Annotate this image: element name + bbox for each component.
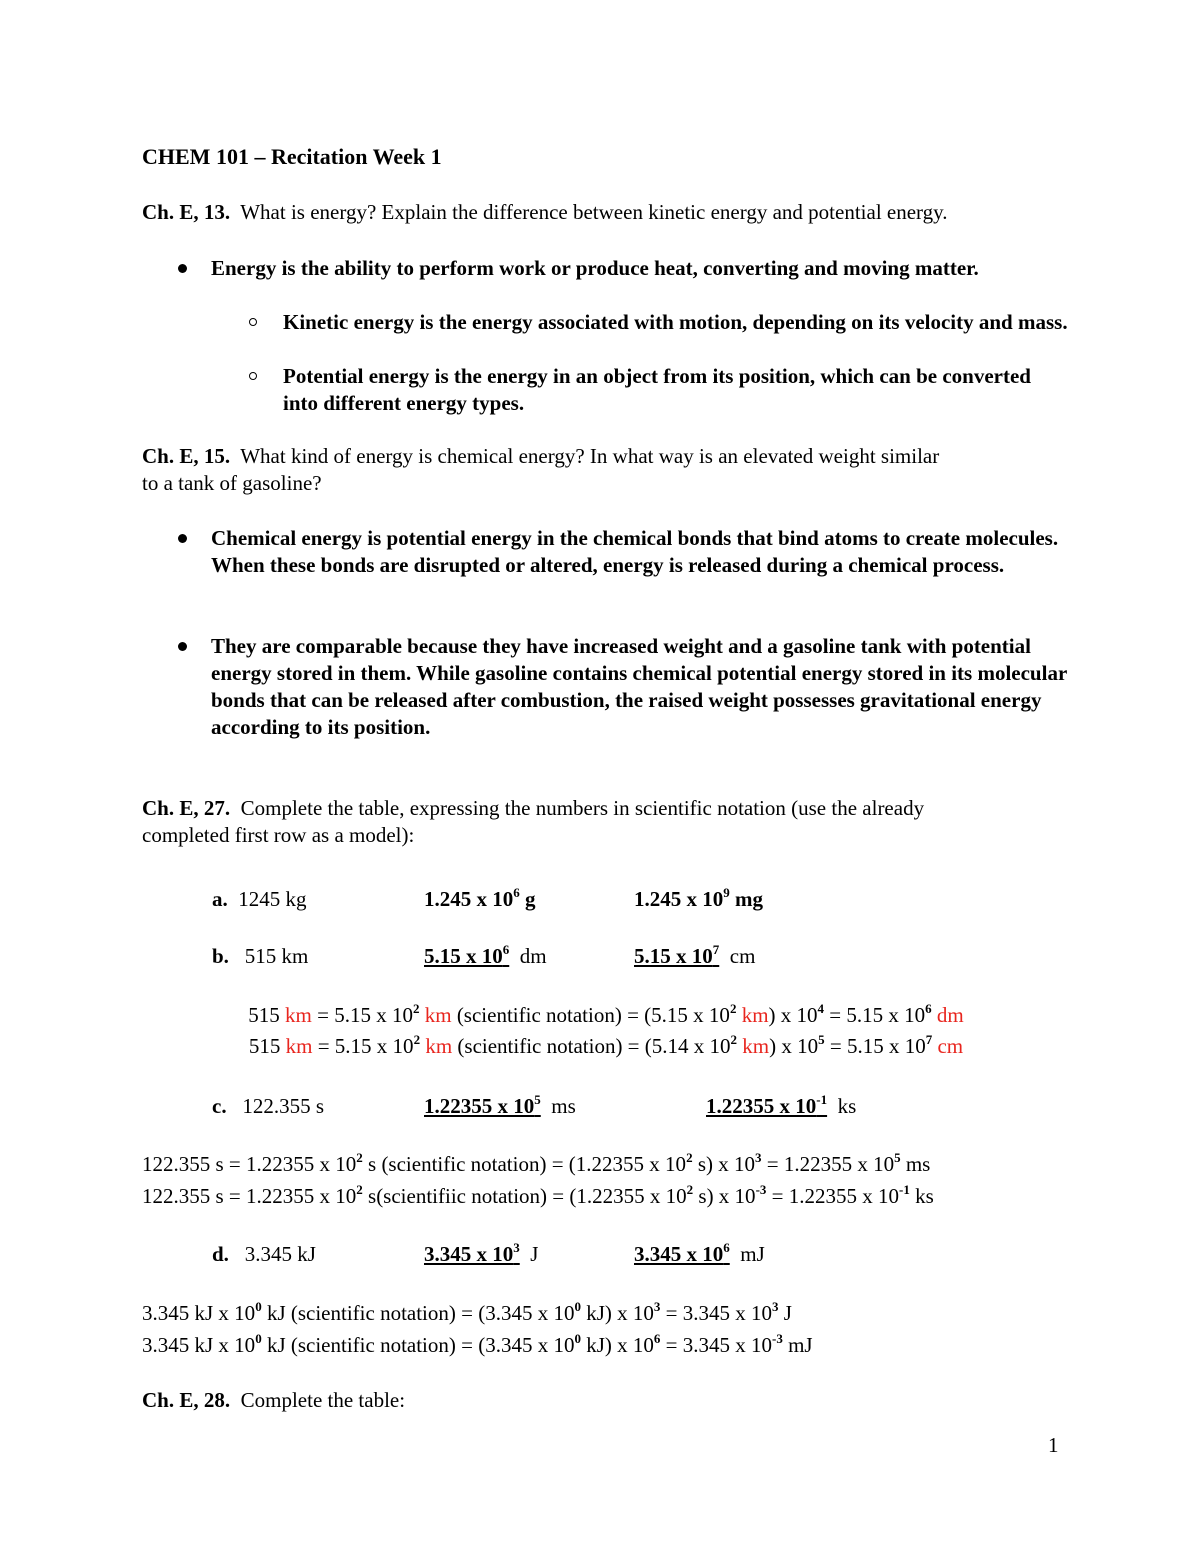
answer-exponent: 9 (723, 885, 730, 900)
row-answer-2 (634, 943, 755, 970)
row-letter: b. (212, 944, 229, 968)
row-answer-1 (424, 1241, 538, 1268)
work-unit: km (425, 1034, 453, 1058)
work-line (0, 1002, 1200, 1029)
bullet-icon (178, 264, 187, 273)
answer-exponent: 6 (513, 885, 520, 900)
row-given: 515 km (244, 944, 309, 968)
work-exponent: 0 (574, 1331, 581, 1346)
answer-unit: J (530, 1242, 539, 1266)
answer-base: 1.245 x 10 (424, 887, 514, 911)
work-exponent: -3 (755, 1182, 767, 1197)
work-line (142, 1300, 792, 1327)
work-exponent: 2 (412, 1001, 420, 1016)
work-line (142, 1332, 813, 1359)
answer-exponent: 5 (534, 1092, 541, 1107)
answer-exponent: 6 (502, 942, 510, 957)
work-exponent: 0 (255, 1299, 262, 1314)
row-letter: a. (212, 887, 228, 911)
answer-unit: dm (519, 944, 547, 968)
answer-exponent: -1 (816, 1092, 828, 1107)
work-exponent: 3 (653, 1299, 661, 1314)
row-given: 3.345 kJ (244, 1242, 316, 1266)
work-exponent: 2 (356, 1150, 363, 1165)
work-text: ) x 10 (769, 1034, 819, 1058)
work-unit: km (285, 1034, 313, 1058)
work-unit: km (741, 1003, 769, 1027)
work-exponent: 4 (817, 1001, 825, 1016)
row-given: 122.355 s (242, 1094, 325, 1118)
answer-text: Chemical energy is potential energy in the chemical bonds that bind atoms to create molecules. When these bonds are disrupted or altered, energy is released during a chemical process. (211, 526, 1059, 577)
work-exponent: 2 (686, 1150, 693, 1165)
question-text: to a tank of gasoline? (142, 471, 322, 495)
work-exponent: 2 (730, 1032, 738, 1047)
work-text: mJ (782, 1333, 813, 1357)
work-text: = 3.345 x 10 (660, 1301, 772, 1325)
answer-text: Potential energy is the energy in an object from its position, which can be converted into different energy types. (283, 364, 1031, 415)
answer-unit: mJ (740, 1242, 765, 1266)
row-letter: c. (212, 1094, 227, 1118)
work-text: s) x 10 (692, 1152, 755, 1176)
work-text: s (scientific notation) = (1.22355 x 10 (362, 1152, 687, 1176)
row-answer-2 (706, 1093, 856, 1120)
question-15 (142, 443, 939, 470)
bullet-icon (178, 534, 187, 543)
row-answer-1 (424, 1093, 576, 1120)
work-text: 515 (248, 1034, 286, 1058)
work-unit: dm (936, 1003, 964, 1027)
work-text: ks (909, 1184, 934, 1208)
bullet-icon (178, 642, 187, 651)
table-row (212, 886, 307, 913)
work-exponent: -1 (899, 1182, 910, 1197)
answer-base: 3.345 x 10 (634, 1242, 724, 1266)
answer-exponent: 6 (723, 1240, 730, 1255)
question-label: Ch. E, 27. (142, 796, 231, 820)
work-text: ms (900, 1152, 931, 1176)
work-unit: km (285, 1003, 312, 1027)
row-answer-2 (634, 1241, 765, 1268)
work-text: s(scientifiic notation) = (1.22355 x 10 (362, 1184, 687, 1208)
answer-base: 3.345 x 10 (424, 1242, 514, 1266)
work-line (142, 1183, 934, 1210)
work-exponent: 2 (729, 1001, 737, 1016)
work-exponent: 2 (413, 1032, 421, 1047)
work-text: ) x 10 (768, 1003, 818, 1027)
answer-base: 1.22355 x 10 (706, 1094, 817, 1118)
work-exponent: 3 (754, 1150, 762, 1165)
work-line (142, 1151, 930, 1178)
answer-base: 5.15 x 10 (634, 944, 713, 968)
work-text: kJ) x 10 (580, 1333, 654, 1357)
row-answer-1 (424, 886, 536, 913)
answer-exponent: 3 (513, 1240, 520, 1255)
work-exponent: 0 (574, 1299, 581, 1314)
work-exponent: 3 (772, 1299, 779, 1314)
work-text: kJ) x 10 (580, 1301, 654, 1325)
question-label: Ch. E, 15. (142, 444, 231, 468)
question-text: Complete the table, expressing the numbers in scientific notation (use the already (240, 796, 925, 820)
answer-base: 1.245 x 10 (634, 887, 724, 911)
answer-exponent: 7 (712, 942, 720, 957)
work-text: 3.345 kJ x 10 (142, 1301, 256, 1325)
work-exponent: 6 (925, 1001, 932, 1016)
work-text: kJ (scientific notation) = (3.345 x 10 (261, 1333, 575, 1357)
row-letter: d. (212, 1242, 229, 1266)
sub-bullet-icon (249, 318, 257, 326)
page-number: 1 (1048, 1433, 1059, 1457)
answer-unit: cm (729, 944, 756, 968)
work-text: 122.355 s = 1.22355 x 10 (142, 1184, 357, 1208)
work-exponent: -3 (772, 1331, 783, 1346)
row-answer-2 (634, 886, 763, 913)
row-answer-1 (424, 943, 547, 970)
work-exponent: 0 (255, 1331, 262, 1346)
question-28 (142, 1387, 405, 1414)
work-text: 3.345 kJ x 10 (142, 1333, 256, 1357)
answer-unit: ks (837, 1094, 857, 1118)
work-exponent: 2 (356, 1182, 363, 1197)
work-text: = 1.22355 x 10 (761, 1152, 895, 1176)
question-text: Complete the table: (240, 1388, 406, 1412)
row-given: 1245 kg (238, 887, 307, 911)
answer-text: Energy is the ability to perform work or produce heat, converting and moving matter. (211, 256, 979, 280)
answer-text: Kinetic energy is the energy associated with motion, depending on its velocity and mass. (283, 310, 1068, 334)
answer-unit: g (525, 887, 536, 911)
work-exponent: 7 (925, 1032, 933, 1047)
work-text: s) x 10 (693, 1184, 756, 1208)
work-text: = 1.22355 x 10 (766, 1184, 899, 1208)
work-text: = 5.15 x 10 (824, 1003, 926, 1027)
table-row (212, 1093, 324, 1120)
answer-base: 5.15 x 10 (424, 944, 503, 968)
work-line (0, 1033, 1200, 1060)
question-text: completed first row as a model): (142, 823, 415, 847)
work-exponent: 5 (894, 1150, 901, 1165)
table-row (212, 943, 308, 970)
answer-unit: mg (735, 887, 763, 911)
work-exponent: 2 (686, 1182, 694, 1197)
work-text: = 3.345 x 10 (660, 1333, 772, 1357)
work-text: kJ (scientific notation) = (3.345 x 10 (261, 1301, 575, 1325)
work-text: 515 (248, 1003, 286, 1027)
work-text: (scientific notation) = (5.15 x 10 (451, 1003, 730, 1027)
question-13 (142, 199, 948, 226)
question-27 (142, 795, 924, 822)
question-label: Ch. E, 28. (142, 1388, 231, 1412)
work-exponent: 5 (818, 1032, 825, 1047)
work-unit: km (424, 1003, 452, 1027)
work-text: = 5.15 x 10 (312, 1034, 414, 1058)
work-unit: cm (937, 1034, 964, 1058)
work-text: 122.355 s = 1.22355 x 10 (142, 1152, 357, 1176)
work-text: = 5.15 x 10 (311, 1003, 413, 1027)
page-title: CHEM 101 – Recitation Week 1 (142, 144, 442, 169)
question-text: What is energy? Explain the difference between kinetic energy and potential energy. (240, 200, 948, 224)
work-text: (scientific notation) = (5.14 x 10 (452, 1034, 731, 1058)
work-text: = 5.15 x 10 (824, 1034, 926, 1058)
question-label: Ch. E, 13. (142, 200, 231, 224)
sub-bullet-icon (249, 372, 257, 380)
question-text: What kind of energy is chemical energy? In what way is an elevated weight similar (240, 444, 940, 468)
answer-base: 1.22355 x 10 (424, 1094, 535, 1118)
work-exponent: 6 (653, 1331, 661, 1346)
answer-text: They are comparable because they have increased weight and a gasoline tank with potential energy stored in them. While gasoline contains chemical potential energy stored in its molecular bonds that can be released after combustion, the raised weight possesses gravitational energy according to its position. (211, 634, 1067, 739)
answer-unit: ms (551, 1094, 576, 1118)
work-text: J (778, 1301, 792, 1325)
table-row (212, 1241, 316, 1268)
work-unit: km (742, 1034, 770, 1058)
